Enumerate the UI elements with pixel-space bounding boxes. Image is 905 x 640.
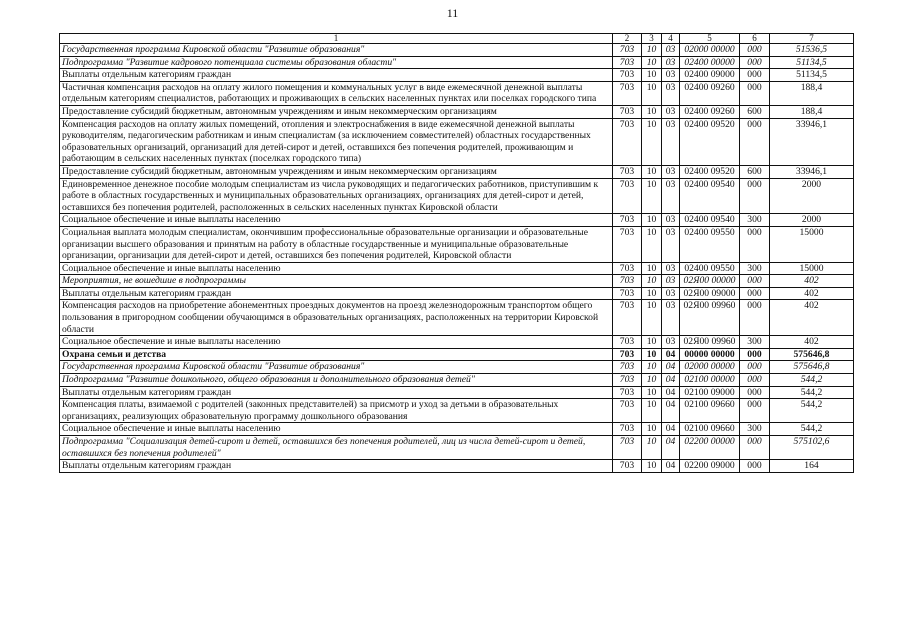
amount-cell: 51134,5 xyxy=(770,69,854,82)
table-row xyxy=(60,44,854,57)
amount-cell: 575646,8 xyxy=(770,348,854,361)
expense-type-cell: 000 xyxy=(740,361,770,374)
ministry-code-cell: 703 xyxy=(613,399,642,423)
table-row xyxy=(60,69,854,82)
table-row xyxy=(60,226,854,262)
row-name-cell: Социальное обеспечение и иные выплаты населению xyxy=(60,423,613,436)
amount-cell: 2000 xyxy=(770,178,854,214)
section-code-cell: 10 xyxy=(642,56,662,69)
table-row xyxy=(60,423,854,436)
amount-cell: 33946,1 xyxy=(770,118,854,165)
target-article-cell: 02200 00000 xyxy=(680,436,740,460)
target-article-cell: 02400 09550 xyxy=(680,226,740,262)
section-code-cell: 10 xyxy=(642,300,662,336)
target-article-cell: 02400 09550 xyxy=(680,262,740,275)
expense-type-cell: 000 xyxy=(740,399,770,423)
column-header: 2 xyxy=(613,34,642,44)
expense-type-cell: 300 xyxy=(740,214,770,227)
row-name-cell: Государственная программа Кировской области "Развитие образования" xyxy=(60,361,613,374)
target-article-cell: 02100 09660 xyxy=(680,399,740,423)
ministry-code-cell: 703 xyxy=(613,81,642,105)
target-article-cell: 00000 00000 xyxy=(680,348,740,361)
section-code-cell: 10 xyxy=(642,214,662,227)
target-article-cell: 02Я00 09000 xyxy=(680,287,740,300)
amount-cell: 544,2 xyxy=(770,374,854,387)
table-row xyxy=(60,275,854,288)
section-code-cell: 10 xyxy=(642,44,662,57)
table-row xyxy=(60,436,854,460)
row-name-cell: Мероприятия, не вошедшие в подпрограммы xyxy=(60,275,613,288)
table-row xyxy=(60,178,854,214)
subsection-code-cell: 03 xyxy=(662,226,680,262)
subsection-code-cell: 03 xyxy=(662,44,680,57)
row-name-cell: Предоставление субсидий бюджетным, автономным учреждениям и иным некоммерческим организациям xyxy=(60,105,613,118)
subsection-code-cell: 04 xyxy=(662,460,680,473)
target-article-cell: 02Я00 09960 xyxy=(680,336,740,349)
amount-cell: 544,2 xyxy=(770,399,854,423)
amount-cell: 544,2 xyxy=(770,423,854,436)
target-article-cell: 02400 09000 xyxy=(680,69,740,82)
row-name-cell: Компенсация расходов на оплату жилых помещений, отопления и электроснабжения в виде ежемесячной денежной выплаты руководителям, педагогическим работникам и иным специалистам (за исключением совместителей) областных государственных образовательных организаций, организаций для детей-сирот и детей, оставшихся без попечения родителей, проживающим и работающим в сельских населенных пунктах (поселках городского типа) xyxy=(60,118,613,165)
row-name-cell: Подпрограмма "Развитие кадрового потенциала системы образования области" xyxy=(60,56,613,69)
expense-type-cell: 000 xyxy=(740,69,770,82)
row-name-cell: Подпрограмма "Развитие дошкольного, общего образования и дополнительного образования детей" xyxy=(60,374,613,387)
section-code-cell: 10 xyxy=(642,374,662,387)
target-article-cell: 02400 09260 xyxy=(680,105,740,118)
row-name-cell: Компенсация платы, взимаемой с родителей (законных представителей) за присмотр и уход за детьми в образовательных организациях, реализующих образовательную программу дошкольного образования xyxy=(60,399,613,423)
section-code-cell: 10 xyxy=(642,178,662,214)
section-code-cell: 10 xyxy=(642,287,662,300)
target-article-cell: 02200 09000 xyxy=(680,460,740,473)
row-name-cell: Социальное обеспечение и иные выплаты населению xyxy=(60,214,613,227)
row-name-cell: Подпрограмма "Социализация детей-сирот и детей, оставшихся без попечения родителей, лиц из числа детей-сирот и детей, оставшихся без попечения родителей" xyxy=(60,436,613,460)
ministry-code-cell: 703 xyxy=(613,336,642,349)
expense-type-cell: 000 xyxy=(740,226,770,262)
table-row xyxy=(60,214,854,227)
column-header: 7 xyxy=(770,34,854,44)
ministry-code-cell: 703 xyxy=(613,178,642,214)
section-code-cell: 10 xyxy=(642,226,662,262)
row-name-cell: Единовременное денежное пособие молодым специалистам из числа руководящих и педагогических работников, приступившим к работе в областных государственных и муниципальных образовательных организациях, организациях для детей-сирот и детей, оставшихся без попечения родителей, расположенных в сельских населенных пунктах Кировской области xyxy=(60,178,613,214)
target-article-cell: 02000 00000 xyxy=(680,44,740,57)
table-row xyxy=(60,81,854,105)
expense-type-cell: 000 xyxy=(740,275,770,288)
subsection-code-cell: 03 xyxy=(662,105,680,118)
row-name-cell: Охрана семьи и детства xyxy=(60,348,613,361)
expense-type-cell: 000 xyxy=(740,56,770,69)
table-row xyxy=(60,348,854,361)
subsection-code-cell: 03 xyxy=(662,56,680,69)
subsection-code-cell: 04 xyxy=(662,436,680,460)
ministry-code-cell: 703 xyxy=(613,56,642,69)
expense-type-cell: 300 xyxy=(740,423,770,436)
row-name-cell: Государственная программа Кировской области "Развитие образования" xyxy=(60,44,613,57)
subsection-code-cell: 03 xyxy=(662,118,680,165)
expense-type-cell: 000 xyxy=(740,300,770,336)
page-number: 11 xyxy=(446,6,459,20)
target-article-cell: 02400 09520 xyxy=(680,165,740,178)
table-row xyxy=(60,399,854,423)
row-name-cell: Социальное обеспечение и иные выплаты населению xyxy=(60,262,613,275)
ministry-code-cell: 703 xyxy=(613,436,642,460)
amount-cell: 51536,5 xyxy=(770,44,854,57)
subsection-code-cell: 03 xyxy=(662,300,680,336)
row-name-cell: Выплаты отдельным категориям граждан xyxy=(60,287,613,300)
target-article-cell: 02400 09540 xyxy=(680,178,740,214)
table-row xyxy=(60,361,854,374)
subsection-code-cell: 03 xyxy=(662,275,680,288)
ministry-code-cell: 703 xyxy=(613,460,642,473)
expense-type-cell: 600 xyxy=(740,105,770,118)
subsection-code-cell: 03 xyxy=(662,165,680,178)
table-row xyxy=(60,386,854,399)
ministry-code-cell: 703 xyxy=(613,262,642,275)
section-code-cell: 10 xyxy=(642,165,662,178)
row-name-cell: Компенсация расходов на приобретение абонементных проездных документов на проезд железнодорожным транспортом общего пользования в пригородном сообщении обучающимся в образовательных организациях, расположенных на территории Кировской области xyxy=(60,300,613,336)
target-article-cell: 02000 00000 xyxy=(680,361,740,374)
expense-type-cell: 000 xyxy=(740,178,770,214)
target-article-cell: 02100 00000 xyxy=(680,374,740,387)
amount-cell: 51134,5 xyxy=(770,56,854,69)
row-name-cell: Выплаты отдельным категориям граждан xyxy=(60,460,613,473)
table-row xyxy=(60,336,854,349)
target-article-cell: 02400 09540 xyxy=(680,214,740,227)
subsection-code-cell: 04 xyxy=(662,423,680,436)
section-code-cell: 10 xyxy=(642,460,662,473)
amount-cell: 402 xyxy=(770,300,854,336)
amount-cell: 575102,6 xyxy=(770,436,854,460)
row-name-cell: Частичная компенсация расходов на оплату жилого помещения и коммунальных услуг в виде ежемесячной денежной выплаты отдельным категориям специалистов, работающих и проживающих в сельских населенных пунктах или поселках городского типа xyxy=(60,81,613,105)
target-article-cell: 02100 09660 xyxy=(680,423,740,436)
ministry-code-cell: 703 xyxy=(613,165,642,178)
target-article-cell: 02400 00000 xyxy=(680,56,740,69)
expense-type-cell: 000 xyxy=(740,118,770,165)
subsection-code-cell: 04 xyxy=(662,374,680,387)
ministry-code-cell: 703 xyxy=(613,214,642,227)
ministry-code-cell: 703 xyxy=(613,361,642,374)
table-row xyxy=(60,165,854,178)
section-code-cell: 10 xyxy=(642,348,662,361)
section-code-cell: 10 xyxy=(642,361,662,374)
section-code-cell: 10 xyxy=(642,275,662,288)
budget-table xyxy=(59,33,854,473)
section-code-cell: 10 xyxy=(642,399,662,423)
subsection-code-cell: 04 xyxy=(662,361,680,374)
ministry-code-cell: 703 xyxy=(613,275,642,288)
subsection-code-cell: 03 xyxy=(662,178,680,214)
expense-type-cell: 000 xyxy=(740,386,770,399)
row-name-cell: Социальная выплата молодым специалистам, окончившим профессиональные образовательные организации и образовательные организации высшего образования и принятым на работу в областные государственные и муниципальные образовательные организации, организации для детей-сирот и детей, оставшихся без попечения родителей, Кировской области xyxy=(60,226,613,262)
subsection-code-cell: 04 xyxy=(662,348,680,361)
ministry-code-cell: 703 xyxy=(613,287,642,300)
amount-cell: 575646,8 xyxy=(770,361,854,374)
section-code-cell: 10 xyxy=(642,118,662,165)
table-row xyxy=(60,300,854,336)
table-row xyxy=(60,118,854,165)
target-article-cell: 02400 09260 xyxy=(680,81,740,105)
section-code-cell: 10 xyxy=(642,423,662,436)
expense-type-cell: 000 xyxy=(740,81,770,105)
amount-cell: 402 xyxy=(770,336,854,349)
table-row xyxy=(60,374,854,387)
expense-type-cell: 300 xyxy=(740,262,770,275)
table-row xyxy=(60,56,854,69)
column-header: 6 xyxy=(740,34,770,44)
amount-cell: 188,4 xyxy=(770,81,854,105)
table-row xyxy=(60,262,854,275)
expense-type-cell: 300 xyxy=(740,336,770,349)
table-row xyxy=(60,287,854,300)
ministry-code-cell: 703 xyxy=(613,105,642,118)
subsection-code-cell: 03 xyxy=(662,262,680,275)
expense-type-cell: 600 xyxy=(740,165,770,178)
subsection-code-cell: 04 xyxy=(662,386,680,399)
ministry-code-cell: 703 xyxy=(613,374,642,387)
expense-type-cell: 000 xyxy=(740,44,770,57)
section-code-cell: 10 xyxy=(642,262,662,275)
subsection-code-cell: 03 xyxy=(662,336,680,349)
table-row xyxy=(60,105,854,118)
ministry-code-cell: 703 xyxy=(613,348,642,361)
ministry-code-cell: 703 xyxy=(613,69,642,82)
section-code-cell: 10 xyxy=(642,69,662,82)
section-code-cell: 10 xyxy=(642,105,662,118)
column-header: 5 xyxy=(680,34,740,44)
expense-type-cell: 000 xyxy=(740,287,770,300)
expense-type-cell: 000 xyxy=(740,374,770,387)
expense-type-cell: 000 xyxy=(740,460,770,473)
amount-cell: 402 xyxy=(770,287,854,300)
expense-type-cell: 000 xyxy=(740,348,770,361)
column-header: 1 xyxy=(60,34,613,44)
ministry-code-cell: 703 xyxy=(613,44,642,57)
target-article-cell: 02Я00 00000 xyxy=(680,275,740,288)
amount-cell: 402 xyxy=(770,275,854,288)
row-name-cell: Предоставление субсидий бюджетным, автономным учреждениям и иным некоммерческим организациям xyxy=(60,165,613,178)
table-row xyxy=(60,460,854,473)
amount-cell: 33946,1 xyxy=(770,165,854,178)
column-number-row xyxy=(60,34,854,44)
ministry-code-cell: 703 xyxy=(613,300,642,336)
ministry-code-cell: 703 xyxy=(613,118,642,165)
target-article-cell: 02100 09000 xyxy=(680,386,740,399)
amount-cell: 15000 xyxy=(770,262,854,275)
ministry-code-cell: 703 xyxy=(613,423,642,436)
section-code-cell: 10 xyxy=(642,81,662,105)
row-name-cell: Выплаты отдельным категориям граждан xyxy=(60,69,613,82)
section-code-cell: 10 xyxy=(642,436,662,460)
column-header: 3 xyxy=(642,34,662,44)
target-article-cell: 02400 09520 xyxy=(680,118,740,165)
amount-cell: 2000 xyxy=(770,214,854,227)
table-body xyxy=(60,44,854,473)
subsection-code-cell: 03 xyxy=(662,287,680,300)
subsection-code-cell: 03 xyxy=(662,69,680,82)
ministry-code-cell: 703 xyxy=(613,386,642,399)
row-name-cell: Социальное обеспечение и иные выплаты населению xyxy=(60,336,613,349)
column-header: 4 xyxy=(662,34,680,44)
amount-cell: 15000 xyxy=(770,226,854,262)
amount-cell: 164 xyxy=(770,460,854,473)
section-code-cell: 10 xyxy=(642,336,662,349)
amount-cell: 188,4 xyxy=(770,105,854,118)
subsection-code-cell: 03 xyxy=(662,81,680,105)
row-name-cell: Выплаты отдельным категориям граждан xyxy=(60,386,613,399)
section-code-cell: 10 xyxy=(642,386,662,399)
amount-cell: 544,2 xyxy=(770,386,854,399)
ministry-code-cell: 703 xyxy=(613,226,642,262)
subsection-code-cell: 04 xyxy=(662,399,680,423)
target-article-cell: 02Я00 09960 xyxy=(680,300,740,336)
expense-type-cell: 000 xyxy=(740,436,770,460)
subsection-code-cell: 03 xyxy=(662,214,680,227)
